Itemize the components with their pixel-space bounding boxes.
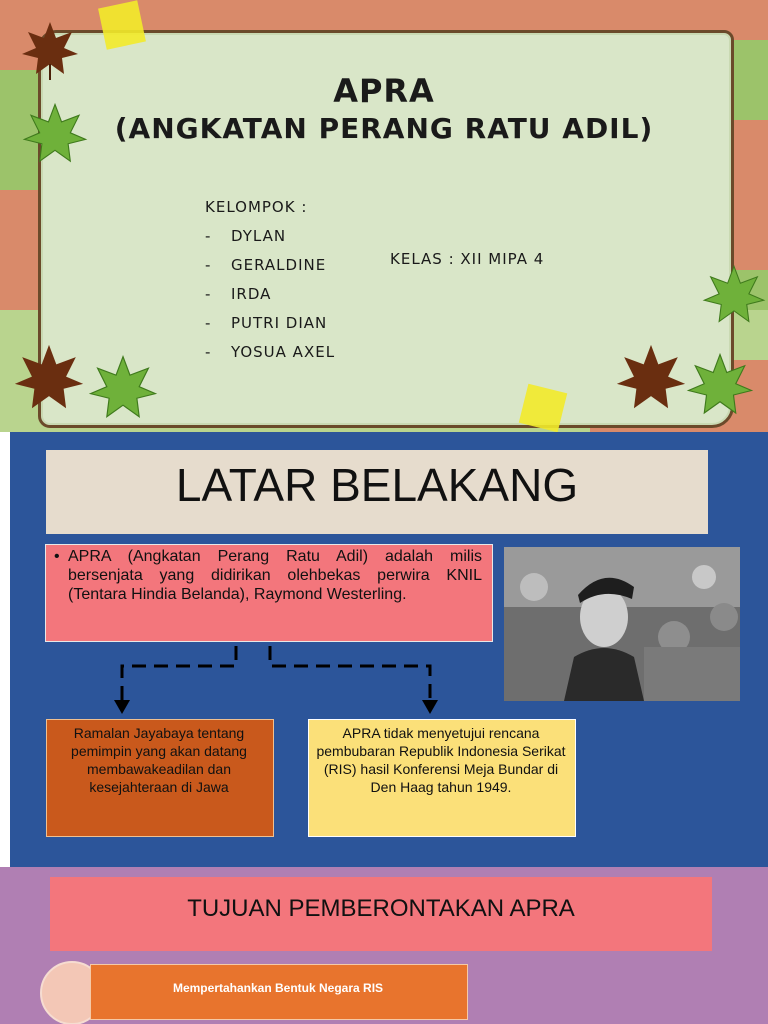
maple-leaf-icon bbox=[10, 340, 88, 418]
title-slide bbox=[0, 0, 768, 432]
member-name: IRDA bbox=[231, 285, 272, 303]
member-item: - IRDA bbox=[205, 285, 272, 303]
slide-title: APRA bbox=[333, 72, 435, 110]
maple-leaf-icon bbox=[684, 350, 756, 422]
cause-text-left: Ramalan Jayabaya tentang pemimpin yang akan datang membawakeadilan dan kesejahteraan di Jawa bbox=[71, 725, 247, 795]
member-list bbox=[205, 222, 335, 367]
member-name: PUTRI DIAN bbox=[231, 314, 328, 332]
maple-leaf-icon bbox=[612, 340, 690, 418]
slide-heading: TUJUAN PEMBERONTAKAN APRA bbox=[187, 895, 575, 922]
slide-heading: LATAR BELAKANG bbox=[175, 459, 579, 511]
bullet-icon: • bbox=[54, 548, 60, 565]
member-name: DYLAN bbox=[231, 227, 287, 245]
tape-top bbox=[98, 0, 146, 49]
cause-text-right: APRA tidak menyetujui rencana pembubaran Republik Indonesia Serikat (RIS) hasil Konferensi Meja Bundar di Den Haag tahun 1949. bbox=[316, 725, 566, 795]
background-slide bbox=[0, 432, 768, 867]
member-name: GERALDINE bbox=[231, 256, 327, 274]
goals-slide bbox=[0, 867, 768, 1024]
slide-subtitle: (ANGKATAN PERANG RATU ADIL) bbox=[114, 112, 654, 145]
group-label: KELOMPOK : bbox=[205, 198, 308, 216]
maple-leaf-icon bbox=[86, 352, 160, 426]
class-label: KELAS : XII MIPA 4 bbox=[390, 250, 545, 268]
member-item: - DYLAN bbox=[205, 227, 287, 245]
goal-item-text: Mempertahankan Bentuk Negara RIS bbox=[172, 981, 384, 995]
member-name: YOSUA AXEL bbox=[231, 343, 336, 361]
bullet-text: • APRA (Angkatan Perang Ratu Adil) adalah milis bersenjata yang didirikan olehbekas perwira KNIL (Tentara Hindia Belanda), Raymond Westerling. bbox=[54, 548, 482, 603]
member-item: - YOSUA AXEL bbox=[205, 343, 336, 361]
maple-leaf-icon bbox=[700, 262, 768, 330]
member-item: - GERALDINE bbox=[205, 256, 327, 274]
member-item: - PUTRI DIAN bbox=[205, 314, 328, 332]
